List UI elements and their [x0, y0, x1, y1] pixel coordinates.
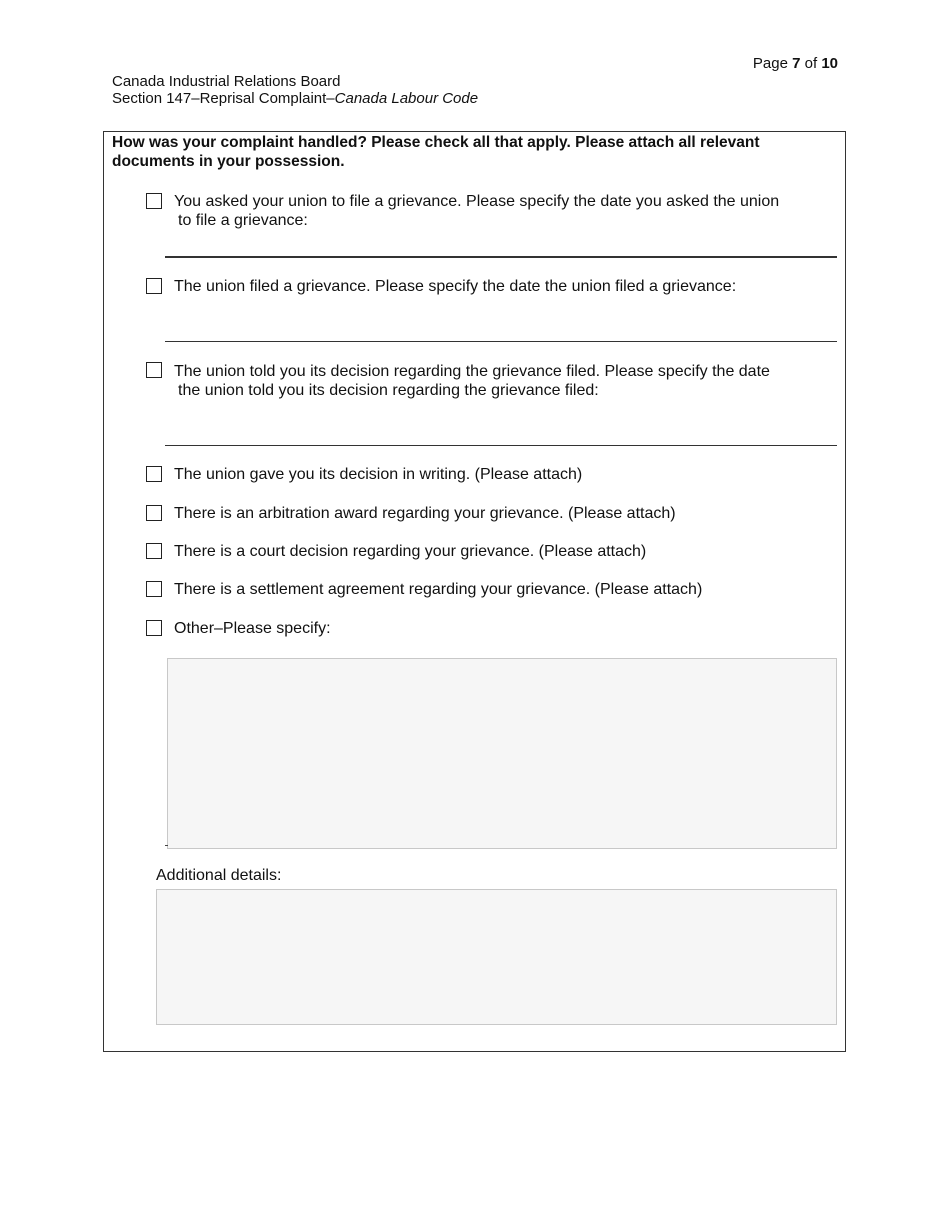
option-text-continued: to file a grievance: [178, 212, 308, 229]
option-text: The union told you its decision regarding the grievance filed. Please specify the date [174, 363, 770, 380]
date-field-union-filed[interactable] [165, 341, 837, 342]
option-union-decision [174, 362, 834, 400]
page-of: of [804, 55, 818, 72]
date-field-asked-union[interactable] [165, 256, 837, 258]
page-number [753, 55, 838, 72]
checkbox-arbitration-award[interactable] [146, 505, 162, 521]
checkbox-union-filed[interactable] [146, 278, 162, 294]
option-court-decision [174, 542, 834, 561]
page-total: 10 [821, 55, 838, 72]
option-settlement-agreement [174, 580, 834, 599]
checkbox-decision-writing[interactable] [146, 466, 162, 482]
question-heading: How was your complaint handled? Please check all that apply. Please attach all relevant documents in your possession. [112, 134, 760, 170]
option-asked-union [174, 192, 834, 230]
date-field-union-decision[interactable] [165, 445, 837, 446]
option-decision-writing [174, 465, 834, 484]
checkbox-other[interactable] [146, 620, 162, 636]
additional-details-label: Additional details: [156, 867, 282, 884]
option-text: You asked your union to file a grievance. Please specify the date you asked the union [174, 193, 780, 210]
option-union-filed [174, 277, 834, 296]
additional-details-textarea[interactable] [156, 889, 837, 1025]
section-title [112, 90, 478, 107]
option-text: The union filed a grievance. Please specify the date the union filed a grievance: [174, 278, 737, 295]
option-text: There is a settlement agreement regarding your grievance. (Please attach) [174, 581, 703, 598]
checkbox-union-decision[interactable] [146, 362, 162, 378]
checkbox-court-decision[interactable] [146, 543, 162, 559]
organization-name: Canada Industrial Relations Board [112, 73, 341, 90]
checkbox-settlement-agreement[interactable] [146, 581, 162, 597]
page-label: Page [752, 55, 788, 72]
page-current: 7 [792, 55, 801, 72]
divider-mark [165, 845, 168, 846]
option-text: The union gave you its decision in writing. (Please attach) [174, 466, 583, 483]
option-text: There is an arbitration award regarding your grievance. (Please attach) [174, 505, 676, 522]
option-text: There is a court decision regarding your grievance. (Please attach) [174, 543, 647, 560]
option-text-continued: the union told you its decision regarding the grievance filed: [178, 382, 599, 399]
checkbox-asked-union[interactable] [146, 193, 162, 209]
option-arbitration-award [174, 504, 834, 523]
other-specify-textarea[interactable] [167, 658, 837, 849]
section-code: Canada Labour Code [334, 90, 479, 107]
option-text: Other–Please specify: [174, 620, 331, 637]
document-header [112, 73, 478, 107]
section-prefix: Section 147–Reprisal Complaint– [112, 90, 335, 107]
option-other [174, 619, 834, 638]
